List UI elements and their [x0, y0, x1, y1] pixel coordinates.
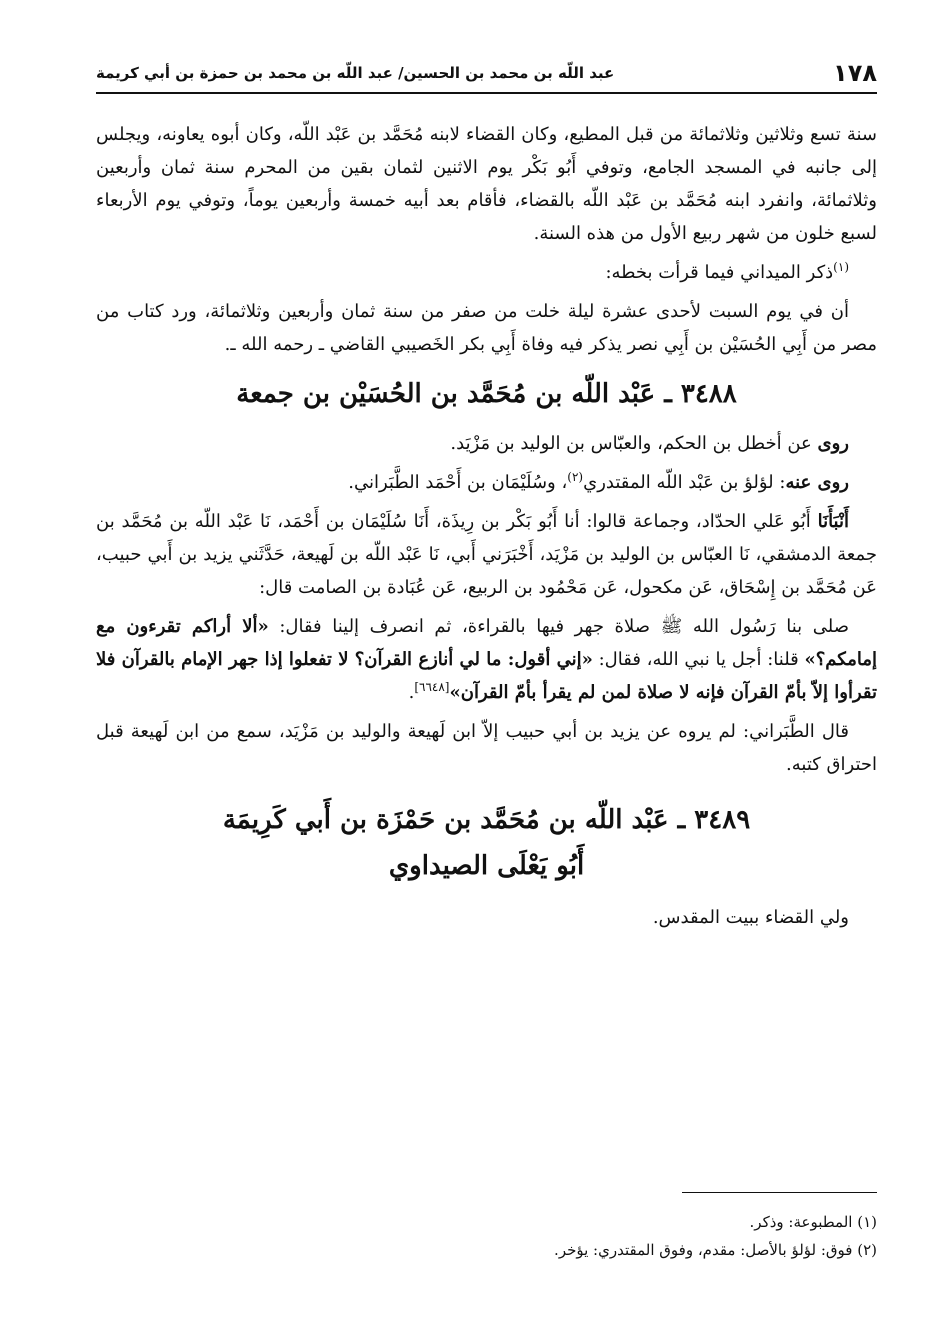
paragraph-1: سنة تسع وثلاثين وثلاثمائة من قبل المطيع، وكان القضاء لابنه مُحَمَّد بن عَبْد اللّه، وكان أبوه يعاونه، ويجلس إلى جانبه في المسجد الجامع، وتوفي أَبُو بَكْر يوم الاثنين لثمان بقين من المحرم سنة ثمان وأربعين وثلاثمائة، وانفرد ابنه مُحَمَّد بن عَبْد اللّه بالقضاء، فأقام بعد أبيه خمسة وأربعين يوماً، وتوفي يوم الأربعاء لسبع خلون من شهر ربيع الأول من هذه السنة.: [96, 124, 877, 244]
paragraph-2-text: ذكر الميداني فيما قرأت بخطه:: [605, 262, 834, 283]
entry-heading-3489-line-1: ٣٤٨٩ ـ عَبْد اللّه بن مُحَمَّد بن حَمْزَة بن أَبي كَرِيمَة: [222, 805, 751, 835]
footnote-1: (١) المطبوعة: وذكر.: [749, 1213, 877, 1231]
paragraph-narrated-from: [96, 427, 877, 460]
narrated-by-label: روى عنه: [785, 472, 849, 493]
entry-heading-3489: [96, 797, 877, 889]
paragraph-isnad: [96, 505, 877, 604]
paragraph-narrated-by: [96, 466, 877, 499]
hadith-end: .: [408, 682, 415, 703]
hadith-text-a: صلى بنا رَسُول الله ﷺ صلاة جهر فيها بالقراءة، ثم انصرف إلينا فقال:: [268, 616, 850, 637]
entry-heading-3489-line-2: أَبُو يَعْلَى الصيداوي: [388, 851, 585, 881]
footnote-ref-2: (٢): [567, 470, 584, 484]
narrated-from-label: روى: [817, 433, 849, 454]
running-title: عبد اللّه بن محمد بن الحسين/ عبد اللّه بن محمد بن حمزة بن أبي كريمة: [96, 64, 615, 82]
page-number: ١٧٨: [833, 59, 877, 87]
narrated-by-text-b: ، وسُلَيْمَان بن أَحْمَد الطَّبَراني.: [348, 472, 568, 493]
hadith-number: [٦٦٤٨]: [414, 680, 450, 694]
footnote-divider: [682, 1192, 877, 1193]
hadith-text-c: قلنا: أجل يا نبي الله، فقال:: [592, 649, 805, 670]
footnote-ref-1: (١): [833, 260, 849, 274]
isnad-lead: أَنْبَأَنَا: [817, 511, 849, 532]
paragraph-hadith: [96, 610, 877, 709]
narrated-from-text: عن أخطل بن الحكم، والعبّاس بن الوليد بن مَزْيَد.: [450, 433, 812, 454]
isnad-text: أَبُو عَلي الحدّاد، وجماعة قالوا: أنا أَبُو بَكْر بن رِيذَة، أَنَا سُلَيْمَان بن أَحْمَد، نَا عَبْد اللّه بن مُحَمَّد بن جمعة الدمشقي، نَا العبّاس بن الوليد بن مَزْيَد، أَخْبَرَني أَبي، نَا عَبْد اللّه بن لَهيعة، حَدَّثَني يزيد بن أَبي حبيب، عَن مُحَمَّد بن إِسْحَاق، عَن مكحول، عَن مَحْمُود بن الربيع، عَن عُبَادة بن الصامت قال:: [96, 511, 877, 598]
main-text: [96, 118, 877, 940]
entry-heading-3488: ٣٤٨٨ ـ عَبْد اللّه بن مُحَمَّد بن الحُسَيْن بن جمعة: [236, 379, 737, 409]
paragraph-judgeship: ولي القضاء ببيت المقدس.: [652, 907, 849, 928]
footnote-2: (٢) فوق: لؤلؤ بالأصل: مقدم، وفوق المقتدري: يؤخر.: [554, 1241, 877, 1259]
running-head: [96, 54, 877, 94]
paragraph-3: أن في يوم السبت لأحدى عشرة ليلة خلت من صفر من سنة ثمان وأربعين وثلاثمائة، ورد كتاب من مصر من أَبِي الحُسَيْن بن أَبِي نصر يذكر فيه وفاة أَبِي بكر الخَصيبي القاضي ـ رحمه الله ـ.: [96, 301, 877, 355]
hadith-quote-1: «ألا أراكم تقرءون مع إمامكم؟»: [96, 616, 877, 670]
hadith-quote-2: «إني أقول: ما لي أنازع القرآن؟ لا تفعلوا إذا جهر الإمام بالقرآن فلا تقرأوا إلاّ بأمّ القرآن فإنه لا صلاة لمن لم يقرأ بأمّ القرآن»: [96, 649, 877, 703]
paragraph-2: [96, 256, 877, 289]
paragraph-tabarani: قال الطَّبَراني: لم يروه عن يزيد بن أبي حبيب إلاّ ابن لَهيعة والوليد بن مَزْيَد، سمع من ابن لَهيعة قبل احتراق كتبه.: [96, 721, 877, 775]
narrated-by-text-a: : لؤلؤ بن عَبْد اللّه المقتدري: [583, 472, 786, 493]
footnotes: [96, 1208, 877, 1264]
